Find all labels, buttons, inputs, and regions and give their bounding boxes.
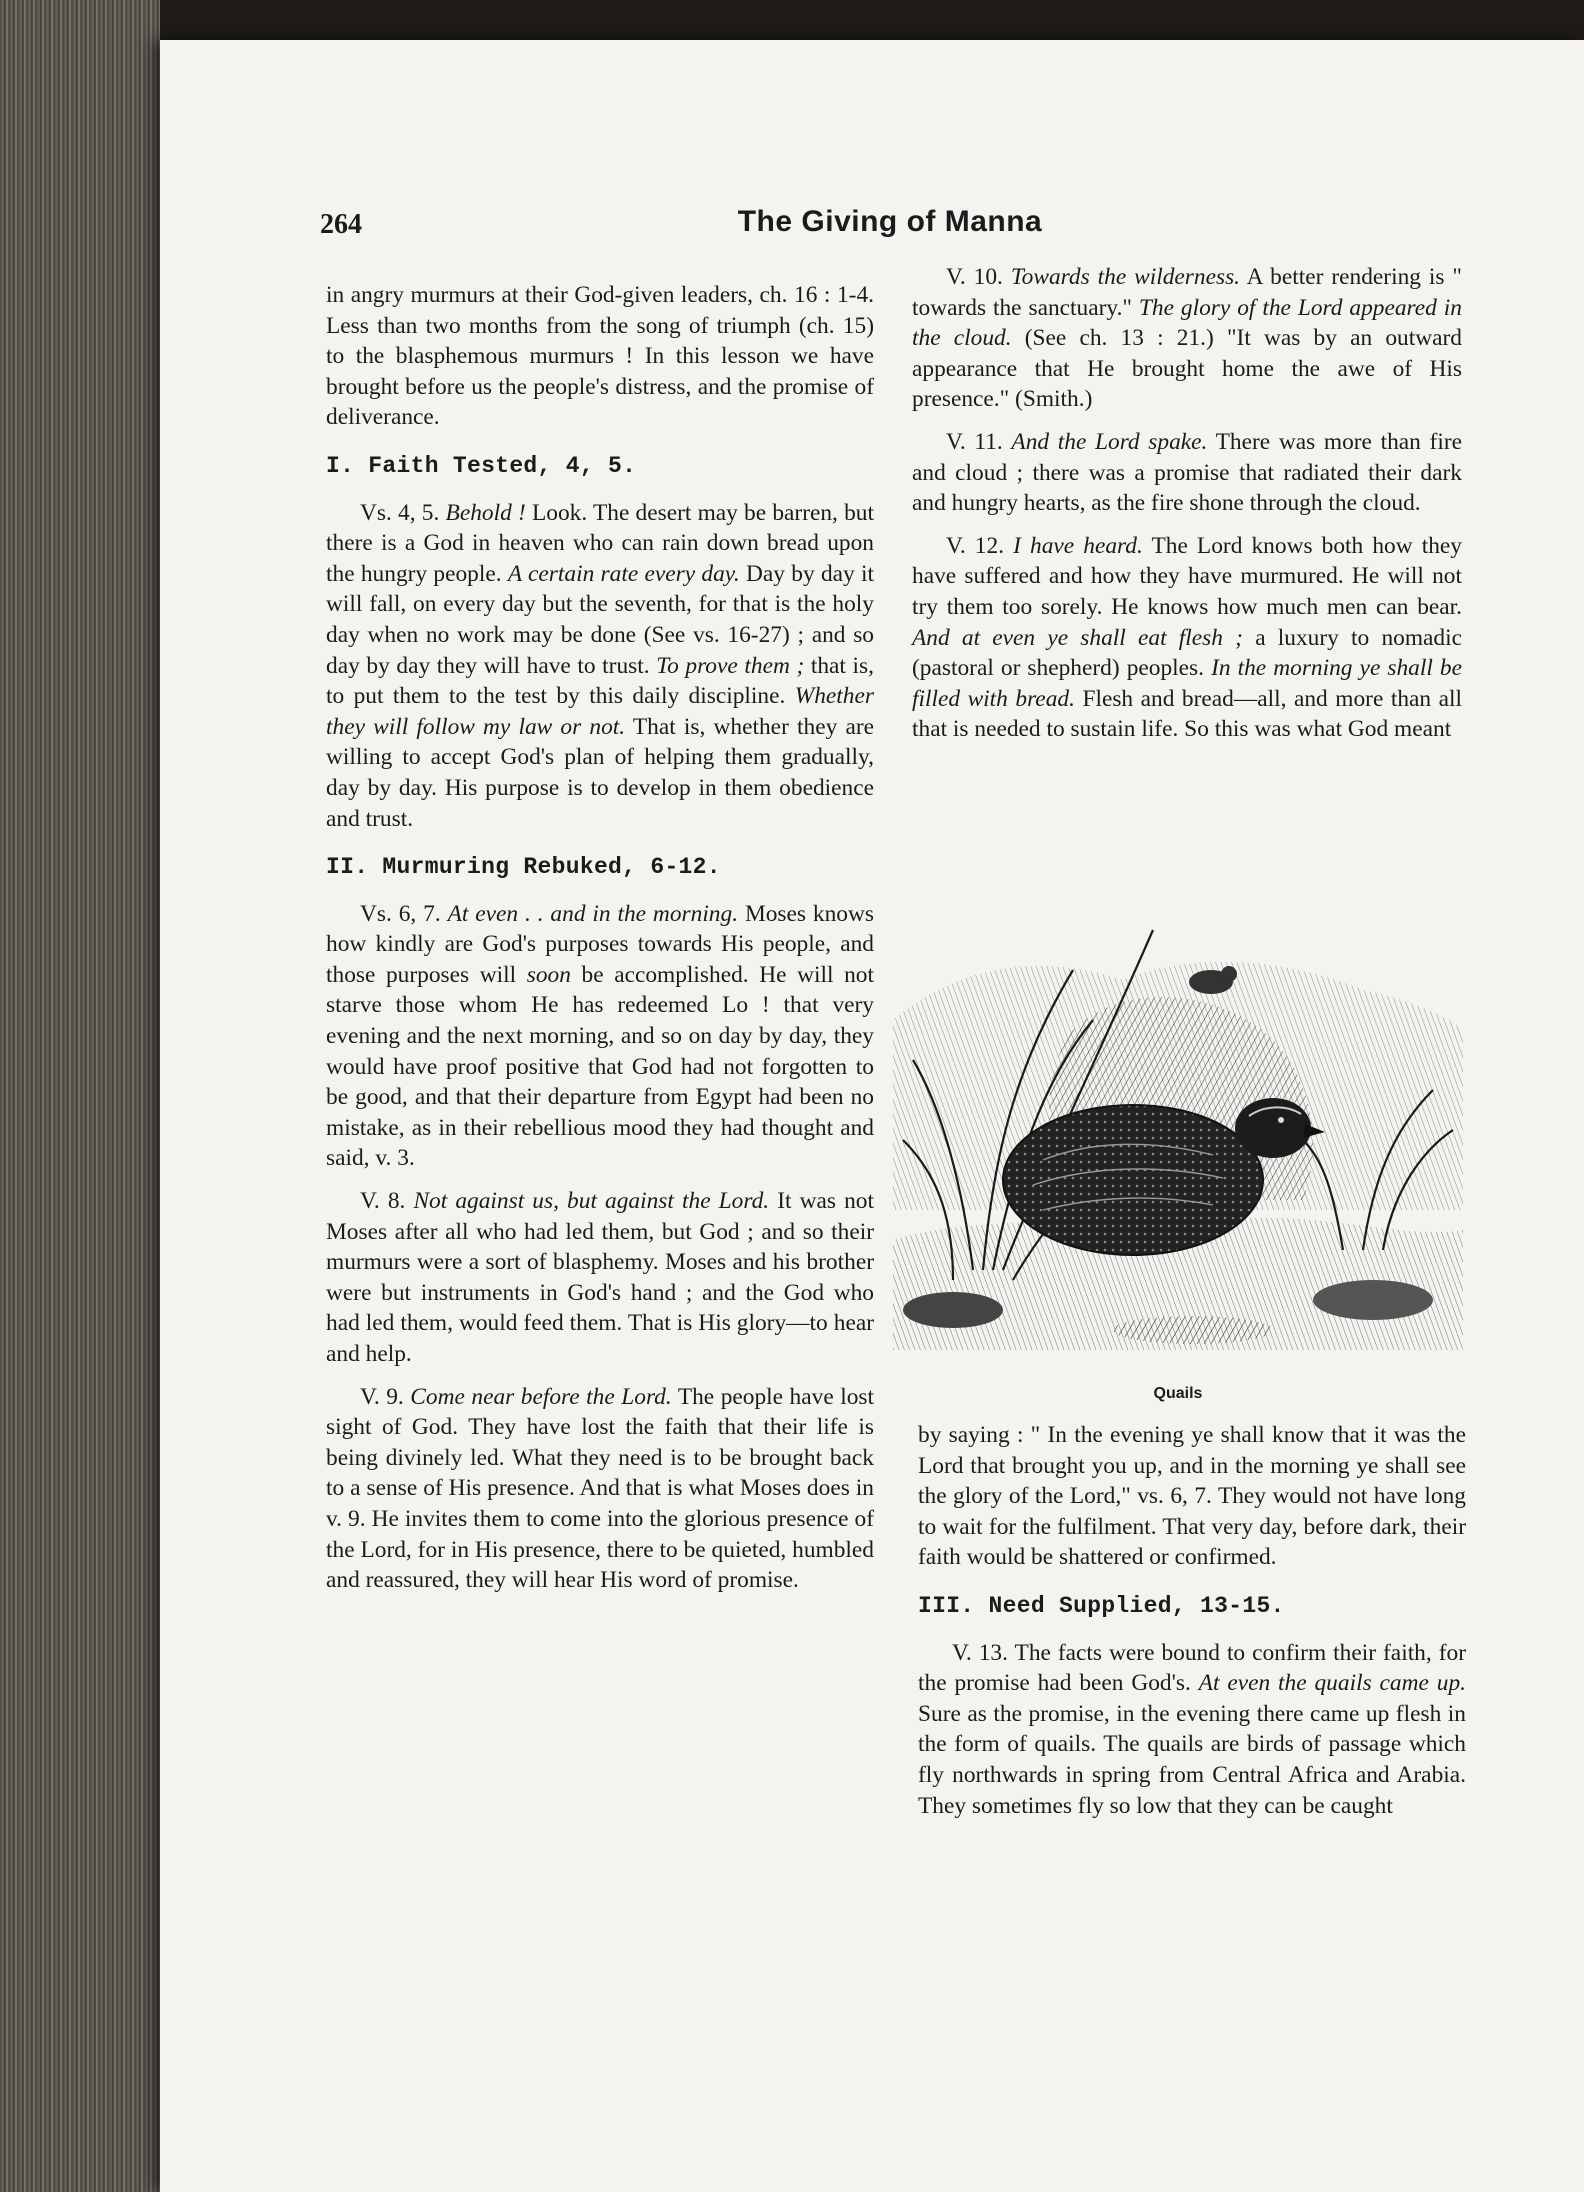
page-number: 264 (320, 209, 362, 240)
section-heading: III. Need Supplied, 13-15. (918, 1592, 1285, 1619)
right-column-bottom (918, 1420, 1466, 1833)
section-heading: I. Faith Tested, 4, 5. (326, 452, 637, 479)
figure-caption: Quails (1153, 1385, 1203, 1402)
quail-illustration (893, 910, 1463, 1370)
page-title: The Giving of Manna (737, 205, 1043, 238)
paragraph: V. 10. Towards the wilderness. A better rendering is " towards the sanctuary." The glory of the Lord appeared in the cloud. (See ch. 13 : 21.) "It was by an outward appearance that He brought home the awe of His presence." (Smith.) (912, 264, 1462, 413)
quail-engraving (893, 910, 1463, 1370)
page-top-shadow (160, 0, 1584, 40)
paragraph: in angry murmurs at their God-given leaders, ch. 16 : 1-4. Less than two months from the song of triumph (ch. 15) to the blasphemous murmurs ! In this lesson we have brought before us the people's distress, and the promise of deliverance. (326, 282, 874, 431)
paragraph: V. 8. Not against us, but against the Lord. It was not Moses after all who had led them, but God ; and so their murmurs were a sort of blasphemy. Moses and his brother were but instruments in God's hand ; and the God who had led them, would feed them. That is His glory—to hear and help. (326, 1188, 874, 1367)
paragraph: V. 11. And the Lord spake. There was more than fire and cloud ; there was a promise that radiated their dark and hungry hearts, as the fire shone through the cloud. (912, 428, 1462, 517)
paragraph: V. 9. Come near before the Lord. The people have lost sight of God. They have lost the faith that their life is being divinely led. What they need is to be brought back to a sense of His presence. And that is what Moses does in v. 9. He invites them to come into the glorious presence of the Lord, for in His presence, there to be quieted, humbled and reassured, they will hear His word of promise. (326, 1383, 875, 1594)
paragraph: V. 13. The facts were bound to confirm their faith, for the promise had been God's. At even the quails came up. Sure as the promise, in the evening there came up flesh in the form of quails. The quails are birds of passage which fly northwards in spring from Central Africa and Arabia. They sometimes fly so low that they can be caught (918, 1639, 1467, 1819)
book-page-edges (0, 0, 180, 2192)
paragraph: V. 12. I have heard. The Lord knows both how they have suffered and how they have murmured. He will not try them too sorely. He knows how much men can bear. And at even ye shall eat flesh ; a luxury to nomadic (pastoral or shepherd) peoples. In the morning ye shall be filled with bread. Flesh and bread—all, and more than all that is needed to sustain life. So this was what God meant (912, 532, 1463, 743)
left-column (326, 280, 874, 1608)
paragraph: Vs. 4, 5. Behold ! Look. The desert may be barren, but there is a God in heaven who can rain down bread upon the hungry people. A certain rate every day. Day by day it will fall, on every day but the seventh, for that is the holy day when no work may be done (See vs. 16-27) ; and so day by day they will have to trust. To prove them ; that is, to put them to the test by this daily discipline. Whether they will follow my law or not. That is, whether they are willing to accept God's plan of helping them gradually, day by day. His purpose is to develop in them obedience and trust. (326, 499, 875, 832)
right-column-top (912, 262, 1462, 757)
paragraph: Vs. 6, 7. At even . . and in the morning. Moses knows how kindly are God's purposes towards His people, and those purposes will soon be accomplished. He will not starve those whom He has redeemed Lo ! that very evening and the next morning, and so on day by day, they would have proof positive that God had not forgotten to be good, and that their departure from Egypt had been no mistake, as in their rebellious mood they had thought and said, v. 3. (326, 900, 874, 1172)
running-head (320, 205, 1460, 245)
paragraph: by saying : " In the evening ye shall know that it was the Lord that brought you up, and in the morning ye shall see the glory of the Lord," vs. 6, 7. They would not have long to wait for the fulfilment. That very day, before dark, their faith would be shattered or confirmed. (918, 1422, 1466, 1571)
section-heading: II. Murmuring Rebuked, 6-12. (326, 854, 721, 881)
